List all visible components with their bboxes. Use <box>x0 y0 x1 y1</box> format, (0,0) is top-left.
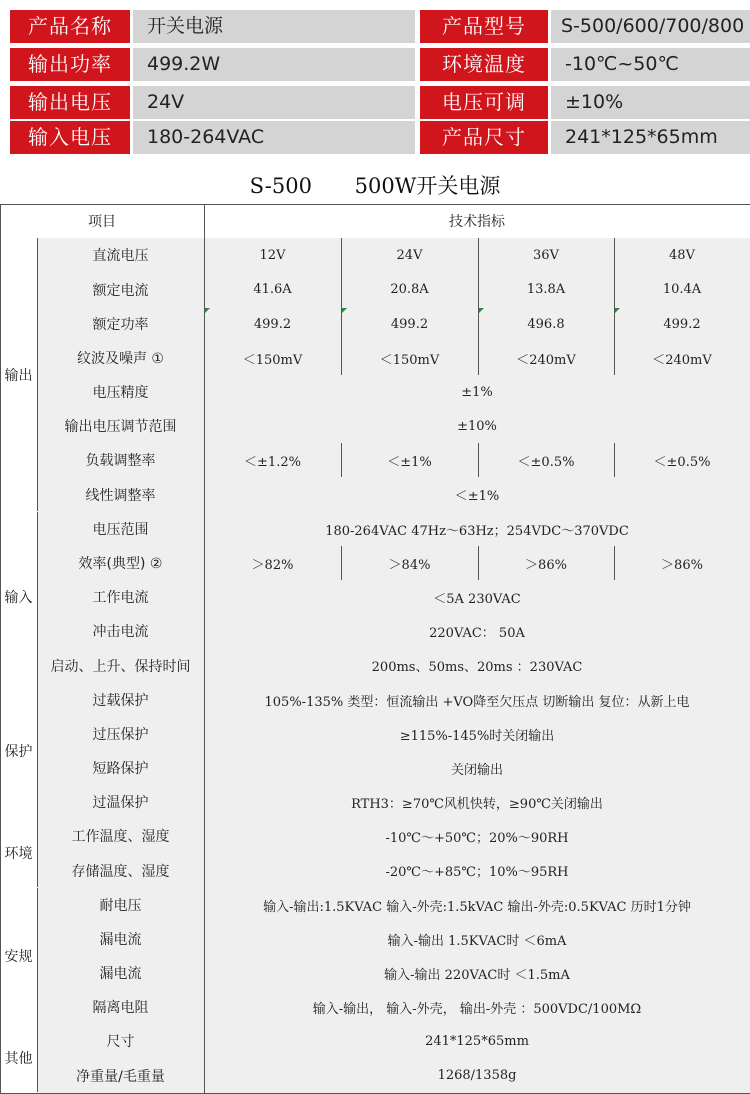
grid-line <box>204 853 205 888</box>
grid-line <box>204 204 205 238</box>
row-label: 隔离电阻 <box>37 990 204 1024</box>
grid-line <box>204 751 205 785</box>
span-value-cell: ±1% <box>204 375 750 409</box>
value-cell: 48V <box>614 238 750 272</box>
grid-line <box>204 956 205 990</box>
value-cell: 499.2 <box>341 307 478 341</box>
value-cell: 13.8A <box>478 272 614 307</box>
info-label-dimensions: 产品尺寸 <box>420 121 548 154</box>
span-value-cell: 关闭输出 <box>204 751 750 785</box>
row-label: 工作温度、湿度 <box>37 819 204 853</box>
group-label-2: 保护 <box>0 683 37 820</box>
grid-line <box>204 648 205 683</box>
row-label: 短路保护 <box>37 751 204 785</box>
value-cell: ＞84% <box>341 546 478 580</box>
table-title: 500W开关电源 <box>354 174 501 198</box>
span-value-cell: 220VAC： 50A <box>204 614 750 648</box>
row-label: 工作电流 <box>37 580 204 614</box>
row-label: 直流电压 <box>37 238 204 272</box>
row-label: 过载保护 <box>37 683 204 717</box>
info-value-output-voltage: 24V <box>133 86 415 119</box>
info-value-model: S-500/600/700/800 <box>551 10 750 43</box>
grid-line <box>614 443 615 477</box>
value-cell: 499.2 <box>614 307 750 341</box>
span-value-cell: 241*125*65mm <box>204 1024 750 1058</box>
grid-line <box>478 546 479 580</box>
grid-line <box>341 546 342 580</box>
span-value-cell: -20℃～+85℃；10%～95RH <box>204 853 750 888</box>
grid-line <box>0 204 750 205</box>
grid-line <box>204 546 205 580</box>
group-label-4: 安规 <box>0 888 37 1025</box>
row-label: 输出电压调节范围 <box>37 409 204 443</box>
grid-line <box>37 683 38 820</box>
value-cell: ＜±1% <box>341 443 478 477</box>
row-label: 耐电压 <box>37 888 204 922</box>
value-cell: ＜240mV <box>478 341 614 375</box>
value-cell: 10.4A <box>614 272 750 307</box>
row-label: 线性调整率 <box>37 477 204 512</box>
row-label: 额定电流 <box>37 272 204 307</box>
column-header-item: 项目 <box>0 204 204 238</box>
info-value-input-voltage: 180-264VAC <box>133 121 415 154</box>
span-value-cell: 输入-输出 220VAC时 ＜1.5mA <box>204 956 750 990</box>
grid-line <box>204 888 205 922</box>
grid-line <box>204 683 205 717</box>
grid-line <box>204 990 205 1024</box>
value-cell: ＜150mV <box>204 341 341 375</box>
span-value-cell: 200ms、50ms、20ms ：230VAC <box>204 648 750 683</box>
value-cell: ＜±0.5% <box>478 443 614 477</box>
span-value-cell: ＜5A 230VAC <box>204 580 750 614</box>
info-label-ambient-temp: 环境温度 <box>420 48 548 81</box>
grid-line <box>204 785 205 819</box>
grid-line <box>204 922 205 956</box>
grid-line <box>614 272 615 307</box>
span-value-cell: ±10% <box>204 409 750 443</box>
value-cell: ＞86% <box>614 546 750 580</box>
row-label: 净重量/毛重量 <box>37 1058 204 1093</box>
value-cell: 12V <box>204 238 341 272</box>
product-info-header <box>0 0 750 160</box>
grid-line <box>341 341 342 375</box>
info-label-input-voltage: 输入电压 <box>10 121 130 154</box>
grid-line <box>204 819 205 853</box>
span-value-cell: 105%-135% 类型：恒流输出 +VO降至欠压点 切断输出 复位：从新上电 <box>204 683 750 717</box>
row-label: 纹波及噪声 ① <box>37 341 204 375</box>
spec-table <box>0 168 750 1087</box>
info-value-voltage-adjust: ±10% <box>551 86 750 119</box>
info-value-output-power: 499.2W <box>133 48 415 81</box>
grid-line <box>204 717 205 751</box>
info-label-voltage-adjust: 电压可调 <box>420 86 548 119</box>
value-cell: 36V <box>478 238 614 272</box>
span-value-cell: 输入-输出:1.5KVAC 输入-外壳:1.5kVAC 输出-外壳:0.5KVAC 历时1分钟 <box>204 888 750 922</box>
value-cell: ＞82% <box>204 546 341 580</box>
info-label-model: 产品型号 <box>420 10 548 43</box>
grid-line <box>204 341 205 375</box>
grid-line <box>0 204 1 1093</box>
grid-line <box>614 238 615 272</box>
info-value-product-name: 开关电源 <box>133 10 415 43</box>
grid-line <box>614 546 615 580</box>
grid-line <box>204 307 205 341</box>
grid-line <box>204 375 205 409</box>
cell-marker <box>615 308 620 313</box>
value-cell: ＜±0.5% <box>614 443 750 477</box>
grid-line <box>478 272 479 307</box>
info-value-dimensions: 241*125*65mm <box>551 121 750 154</box>
grid-line <box>341 238 342 272</box>
info-value-ambient-temp: -10℃~50℃ <box>551 48 750 81</box>
grid-line <box>37 238 38 511</box>
row-label: 启动、上升、保持时间 <box>37 648 204 683</box>
grid-line <box>204 443 205 477</box>
value-cell: 496.8 <box>478 307 614 341</box>
group-label-1: 输入 <box>0 512 37 683</box>
grid-line <box>37 1024 38 1092</box>
grid-line <box>614 341 615 375</box>
group-label-3: 环境 <box>0 819 37 887</box>
model-name: S-500 <box>249 174 312 198</box>
info-label-product-name: 产品名称 <box>10 10 130 43</box>
row-label: 额定功率 <box>37 307 204 341</box>
span-value-cell: 1268/1358g <box>204 1058 750 1093</box>
value-cell: 41.6A <box>204 272 341 307</box>
row-label: 漏电流 <box>37 922 204 956</box>
grid-line <box>204 409 205 443</box>
cell-marker <box>205 308 210 313</box>
grid-line <box>204 1024 205 1058</box>
grid-line <box>204 477 205 512</box>
span-value-cell: 输入-输出， 输入-外壳， 输出-外壳 ：500VDC/100MΩ <box>204 990 750 1024</box>
row-label: 负载调整率 <box>37 443 204 477</box>
row-label: 冲击电流 <box>37 614 204 648</box>
row-label: 漏电流 <box>37 956 204 990</box>
info-label-output-voltage: 输出电压 <box>10 86 130 119</box>
value-cell: ＜150mV <box>341 341 478 375</box>
column-header-spec: 技术指标 <box>204 204 750 238</box>
row-label: 过压保护 <box>37 717 204 751</box>
value-cell: 20.8A <box>341 272 478 307</box>
grid-line <box>478 238 479 272</box>
grid-line <box>37 888 38 1025</box>
span-value-cell: 180-264VAC 47Hz～63Hz；254VDC～370VDC <box>204 512 750 546</box>
spec-table-title <box>0 168 750 204</box>
row-label: 电压范围 <box>37 512 204 546</box>
span-value-cell: ＜±1% <box>204 477 750 512</box>
value-cell: ＞86% <box>478 546 614 580</box>
row-label: 尺寸 <box>37 1024 204 1058</box>
grid-line <box>204 580 205 614</box>
span-value-cell: ≥115%-145%时关闭输出 <box>204 717 750 751</box>
row-label: 电压精度 <box>37 375 204 409</box>
value-cell: 24V <box>341 238 478 272</box>
grid-line <box>341 443 342 477</box>
info-label-output-power: 输出功率 <box>10 48 130 81</box>
value-cell: 499.2 <box>204 307 341 341</box>
cell-marker <box>479 308 484 313</box>
grid-line <box>478 341 479 375</box>
grid-line <box>37 512 38 683</box>
group-label-0: 输出 <box>0 238 37 511</box>
span-value-cell: -10℃～+50℃；20%～90RH <box>204 819 750 853</box>
row-label: 效率(典型) ② <box>37 546 204 580</box>
cell-marker <box>342 308 347 313</box>
grid-line <box>478 443 479 477</box>
row-label: 过温保护 <box>37 785 204 819</box>
grid-line <box>204 614 205 648</box>
span-value-cell: 输入-输出 1.5KVAC时 ＜6mA <box>204 922 750 956</box>
row-label: 存储温度、湿度 <box>37 853 204 888</box>
group-label-5: 其他 <box>0 1024 37 1092</box>
grid-line <box>37 819 38 887</box>
grid-line <box>204 512 205 546</box>
value-cell: ＜240mV <box>614 341 750 375</box>
grid-line <box>204 272 205 307</box>
value-cell: ＜±1.2% <box>204 443 341 477</box>
grid-line <box>204 238 205 272</box>
span-value-cell: RTH3：≥70℃风机快转，≥90℃关闭输出 <box>204 785 750 819</box>
grid-line <box>341 272 342 307</box>
